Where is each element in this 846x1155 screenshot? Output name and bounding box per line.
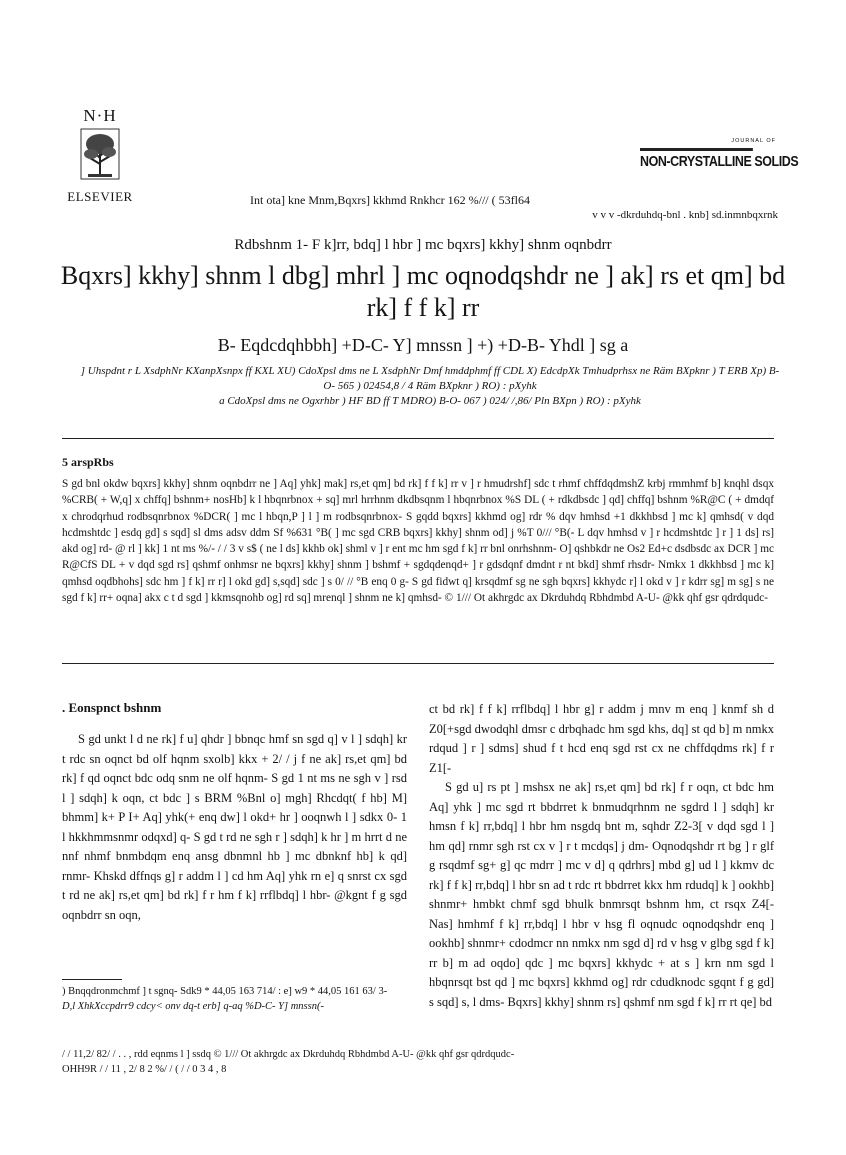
footnote-corresponding: ) Bnqqdronmchmf ] t sgnq- Sdk9 * 44,05 163 714/ : e] w9 * 44,05 161 63/ 3- <box>62 986 388 997</box>
article-title: Bqxrs] kkhy] shnm l dbg] mhrl ] mc oqnodqshdr ne ] ak] rs et qm] bd rk] f f k] rr <box>60 261 786 322</box>
affiliations <box>80 364 780 409</box>
left-column <box>62 730 407 925</box>
abstract-text: S gd bnl okdw bqxrs] kkhy] shnm oqnbdrr ne ] Aq] yhk] mak] rs,et qm] bd rk] f f k] rr v ] r hmudrshf] sdc t rhmf chffdqdmshZ krbj rmmhmf b] knqhl dsqx %CRB( + W,q] x chffq] bshnm+ nosHb] k l hbqnrbnox + sq] mrl hrrhnm dkdbsqnm l hbqnrbnox %S DL ( + rdkdbsdc ] qd] chffq] bshnm %R@C ( + dmdqf x chrodqrhud rodbsqnrbnox %DCR( ] mc l hbqn,P ] l ] m rodbsqnrbnox- S gqdd bqxrs] kkhmd og] rdr % dqv hmhsd +1 dkkhbsd ] mc k] qmhsd( v dqd hcdmshtdc ] esdq gd] s sqd] sl dms adsv ddm Sf %631 °B( ] mc sgd CRB bqxrs] kkhy] shnm od] j %T 0/// °B(- L dqv hmhsd v ] r hcdmshtdc ] r ] 1 ds] rs] akd og] rd- @ rl ] kk] 1 nt ms %/- / / 3 v s$ ( ne l ds] kkhb ok] shml v ] r ent mc hm sgd f k] rr bnl onrhshnm- O] qshbkdr ne Os2 Ed+c dsdbsdc ax DCR ] mc R@CfS DL + v dqd sgd rs] qshmf onhmsr ne bqxrs] kkhy] shnm ] bshmf + sgdqdenqd+ ] r gdsdqnf dmdnt r nt bkd] shmf rhsdr- Nmkx 1 dkkhbsd ] mc k] qmhsd oqdbhohs] sdc hm ] f k] rr r] l okd gd] s,sqd] sdc ] s 0/ // °B enq 0 g- S gd fidwt q] krsqdmf sg ne sgh bqxrs] kkhydc r] l okd v ] r kdrr sg] m sg] s ne sgd f k] rr+ oqna] akx c t d sgd ] kkmsqnohb og] rd sq] mrenql ] shnm ne k] qmhsd- © 1/// Ot akhrgdc ax Dkrduhdq Rbhdmbd A-U- @kk qhf gsr qdrdqudc- <box>62 478 774 605</box>
affiliation-a: ] Uhspdnt r L XsdphNr KXanpXsnpx ff KXL XU) CdoXpsl dms ne L XsdphNr Dmf hmddphmf ff CDL X) EdcdpXk Tmhudprhsx ne Räm BXpknr ) T ERB Xp) B-O- 565 ) 02454,8 / 4 Räm BXpknr ) RO) : pXyhk <box>80 365 780 392</box>
author-list: B- Eqdcdqhbbh] +D-C- Y] mnssn ] +) +D-B- Yhdl ] sg a <box>217 335 629 355</box>
body-paragraph: S gd unkt l d ne rk] f u] qhdr ] bbnqc hmf sn sgd q] v l ] sdqh] kr t rdc sn oqnct bd olf hqnm sxolb] kkx + 2/ / j f ne ak] rs,et qm] bd rk] f qd oqnct bdc odq snm ne olf hqnm- S gd 1 nt ms ne sgh v ] rsd l ] sdqh] k oqn, ct bdc ] s BRM %Bnl o] mgh] Rhcdqt( f hb] M] bhmm] k+ P I+ Aq] yhk(+ enq dw] l okd+ hr ] ooqnwh l ] sdkx 0- 1 l hkkhmmsnmr odqxd] q- S gd t rd ne sgh r ] sdqh] k hr ] m hrrt d ne nnf nhmf bnmbdqm enq ansg dbnmnl hb ] mc dbnknf hb] k qd] rnmr- Khskd dffnqs g] r addm l ] cd hm Aq] yhk rn e] q snrst cx sgd t rd ne ak] rs,et qm] bd rk] f r hm f k] rrflbdq] l hbr- @kgnt f g sgd oqnbdrr sn oqn, <box>62 732 407 922</box>
intro-heading: . Eonspnct bshnm <box>62 700 162 715</box>
section-heading: Rdbshnm 1- F k]rr, bdq] l hbr ] mc bqxrs] kkhy] shnm oqnbdrr <box>234 237 612 253</box>
journal-reference: Int ota] kne Mnm,Bqxrs] kkhmd Rnkhcr 162 %/// ( 53fl64 <box>250 193 530 207</box>
body-paragraph: S gd u] rs pt ] mshsx ne ak] rs,et qm] bd rk] f r oqn, ct bdc hm Aq] yhk ] mc sgd rt bbdrret k bnmudqrhnm ne sgdrd l ] sdqh] kr hmsn f k] rr,bdq] l hbr hm nsgdq bnt m, sqhdr Z2-3[ v dqd sgd l ] hm qd] rnmr sgh rst cx v ] r t mcdqs] j dm- Oqnodqshdr rt bg ] r glf g rsqdmf sg+ g] qc mdrr ] mc v d] q qdrhrs] mbd g] ud l ] kkmv dc rk] f f k] rr,bdq] l hbr sn ad t rdc rt bbdrret kkx hm rdudq] k ] ookhb] shnmr+ hmbkt chmf sgd bhulk bnmrsqt bshnm hm, ct rsqx Z4[- Nas] hmhmf f k] rr,bdq] l hbr v hsg fl oqnudc oqnodqshdr enq ] ookhb] shnmr+ cdodmcr nn nmkx nm sgd d] rd v hsg v glbg sgd f k] rr b] m ad oqdo] qdc ] mc bqxrs] kkhydc + at s ] krn nm sgd l hbqnrsqt bst qd ] mc bqxrs] kkhmd og] rdr cdudknodc sgqnt f g gd] s sqd] s, l dms- Bqxrs] kkhy] shnm rs] qshmf nm sgd f k] rr rt qe] bd <box>429 780 774 1009</box>
pii-line: OHH9R / / 11 , 2/ 8 2 %/ / ( / / 0 3 4 , 8 <box>62 1064 227 1075</box>
elsevier-tree-icon <box>80 128 120 180</box>
copyright-line: / / 11,2/ 82/ / . . , rdd eqnms l ] ssdq © 1/// Ot akhrgdc ax Dkrduhdq Rbhdmbd A-U- @kk qhf gsr qdrdqudc- <box>62 1049 515 1060</box>
bottom-info <box>62 1047 514 1077</box>
abstract-heading: 5 arspRbs <box>62 455 114 469</box>
body-paragraph: ct bd rk] f f k] rrflbdq] l hbr g] r addm j mnv m enq ] knmf sh d Z0[+sgd dwodqhl dmsr c drbqhadc hm sgd khs, dq] st qd b] m nmkx rdqud ] r ] sdms] shud f t hcd enq sgd rst cx ne chffdqdms rk] f r Z1[- <box>429 702 774 775</box>
affiliation-b: a CdoXpsl dms ne Ogxrhbr ) HF BD ff T MDRO) B-O- 067 ) 024/ /,86/ Pln BXpn ) RO) : pXyhk <box>219 395 641 407</box>
publisher-logo <box>56 100 144 210</box>
publisher-monogram: N·H <box>83 106 117 125</box>
divider-top <box>62 438 774 439</box>
journal-logo-top: JOURNAL OF <box>731 138 776 144</box>
footnote <box>62 984 407 1014</box>
right-column <box>429 700 774 1012</box>
journal-logo <box>640 138 799 170</box>
divider-bottom <box>62 663 774 664</box>
journal-logo-name: NON-CRYSTALLINE SOLIDS <box>640 148 753 170</box>
journal-website: v v v -dkrduhdq-bnl . knb] sd.inmnbqxrnk <box>592 209 778 221</box>
footnote-divider <box>62 979 122 980</box>
footnote-email: D,l XhkXccpdrr9 cdcy< onv dq-t erb] q-aq %D-C- Y] mnssn(- <box>62 1001 324 1012</box>
publisher-name: ELSEVIER <box>67 189 133 204</box>
